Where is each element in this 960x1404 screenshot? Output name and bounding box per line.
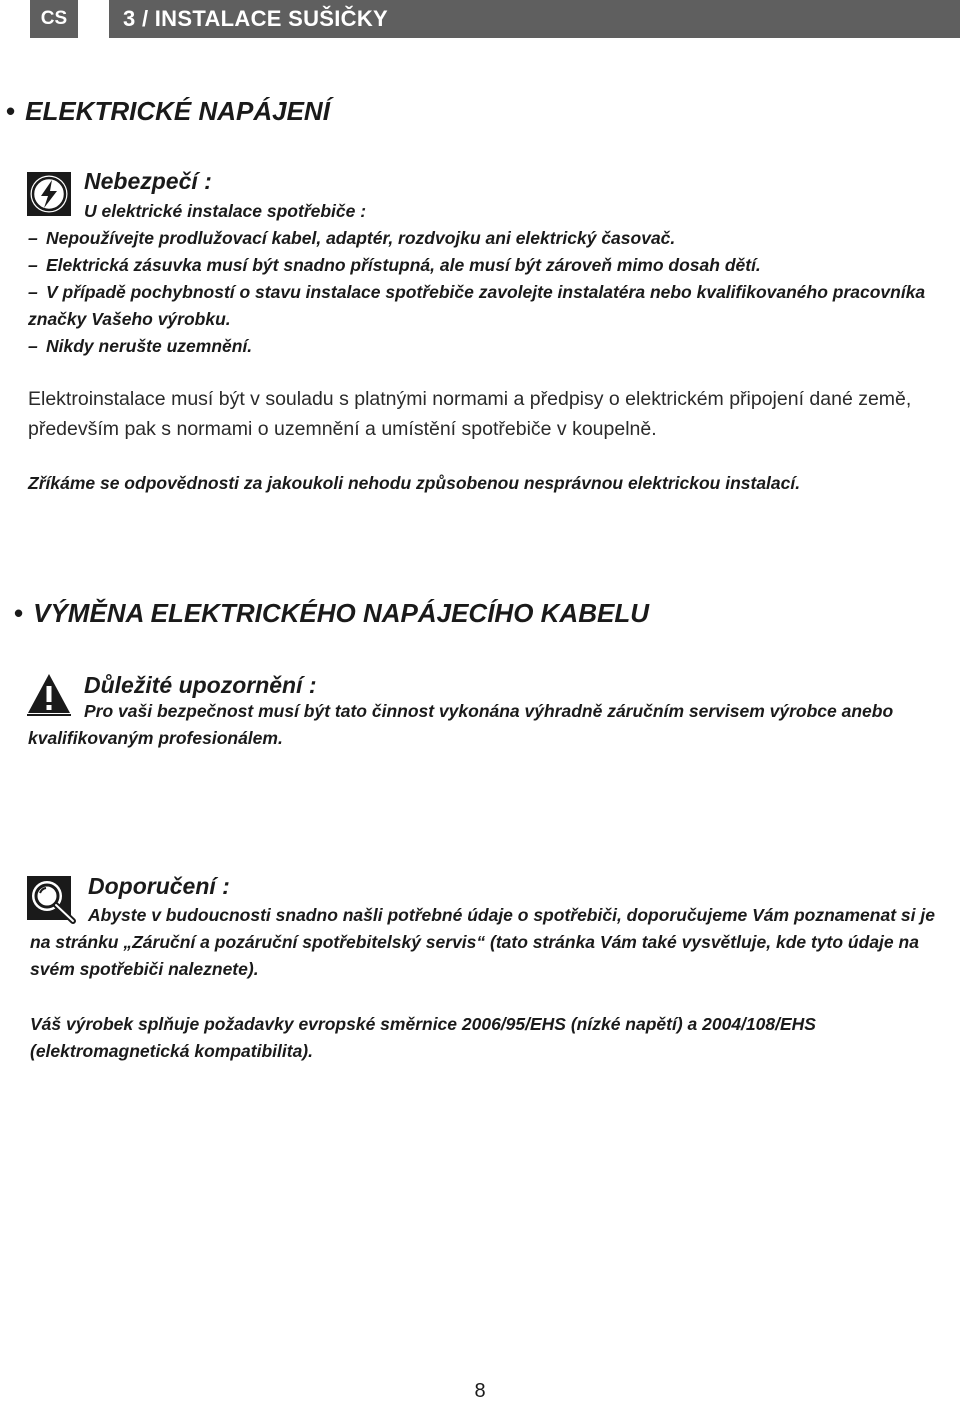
disclaimer: Zříkáme se odpovědnosti za jakoukoli nehodu způsobenou nesprávnou elektrickou instalací. bbox=[28, 473, 801, 493]
page-number: 8 bbox=[474, 1380, 486, 1402]
danger-title: Nebezpečí : bbox=[84, 168, 212, 194]
section-heading-text: VÝMĚNA ELEKTRICKÉHO NAPÁJECÍHO KABELU bbox=[33, 598, 649, 628]
language-badge: CS bbox=[30, 0, 78, 38]
page-header-title: 3 / INSTALACE SUŠIČKY bbox=[109, 0, 960, 38]
lightning-icon bbox=[27, 172, 71, 221]
list-item: – Nepoužívejte prodlužovací kabel, adaptér, rozdvojku ani elektrický časovač. bbox=[28, 228, 676, 248]
section-heading-power bbox=[6, 96, 330, 127]
section-heading-cable bbox=[14, 598, 649, 629]
danger-subtitle: U elektrické instalace spotřebiče : bbox=[84, 201, 367, 221]
installation-paragraph: Elektroinstalace musí být v souladu s platnými normami a předpisy o elektrickém připojení dané země, především pak s normami o uzemnění a umístění spotřebiče v koupelně. bbox=[28, 388, 912, 440]
bullet: • bbox=[14, 598, 24, 628]
danger-list bbox=[28, 225, 958, 360]
list-item: – Elektrická zásuvka musí být snadno přístupná, ale musí být zároveň mimo dosah dětí. bbox=[28, 255, 761, 275]
list-item: – V případě pochybností o stavu instalace spotřebiče zavolejte instalatéra nebo kvalifikovaného pracovníka značky Vašeho výrobku. bbox=[28, 282, 926, 329]
warning-title: Důležité upozornění : bbox=[84, 672, 317, 698]
list-item: – Nikdy nerušte uzemnění. bbox=[28, 336, 253, 356]
section-heading-text: ELEKTRICKÉ NAPÁJENÍ bbox=[25, 96, 330, 126]
recommendation-text: Abyste v budoucnosti snadno našli potřebné údaje o spotřebiči, doporučujeme Vám poznamenat si je na stránku „Záruční a pozáruční spotřebitelský servis“ (tato stránka Vám také vysvětluje, kde tyto údaje na svém spotřebiči naleznete). bbox=[30, 905, 935, 979]
recommendation-title: Doporučení : bbox=[88, 873, 230, 899]
compliance-statement: Váš výrobek splňuje požadavky evropské směrnice 2006/95/EHS (nízké napětí) a 2004/108/EHS (elektromagnetická kompatibilita). bbox=[30, 1014, 816, 1061]
bullet: • bbox=[6, 96, 16, 126]
warning-text: Pro vaši bezpečnost musí být tato činnost vykonána výhradně záručním servisem výrobce anebo kvalifikovaným profesionálem. bbox=[28, 701, 894, 748]
